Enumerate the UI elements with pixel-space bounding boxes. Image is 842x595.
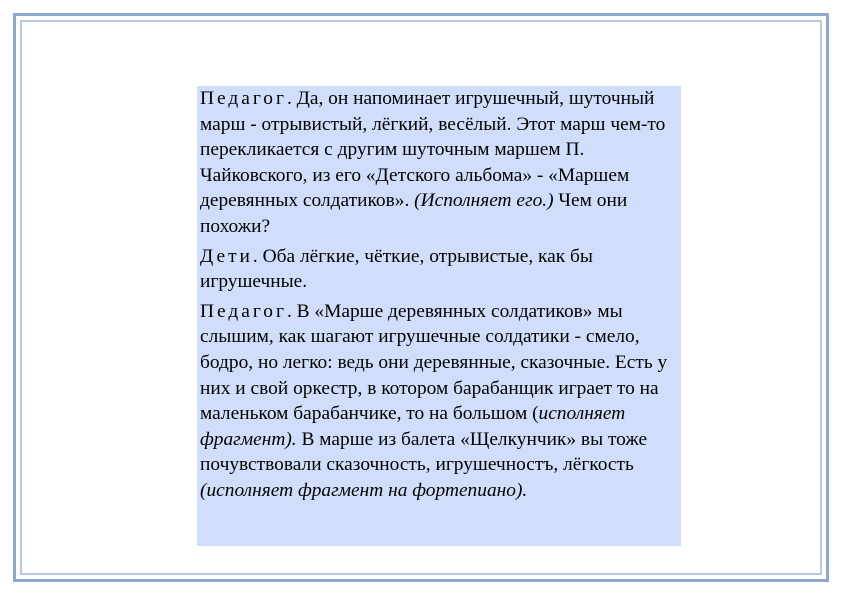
stage-direction: (исполняет фрагмент на фортепиано).: [200, 479, 528, 501]
paragraph-text: . В «Марше деревянных солдатиков» мы слышим, как шагают игрушечные солдатики - смело, бодро, но легко: ведь они деревянные, сказочные. Есть у них и свой оркестр, в котором барабанщик играет то на маленьком барабанчике, то на большом (: [200, 300, 668, 425]
dialogue-text-block: [197, 86, 681, 546]
paragraph-text: В марше из балета «Щелкунчик» вы тоже почувствовали сказочность, игрушечностъ, лёгкость: [200, 428, 648, 476]
speaker-name: Педагог: [200, 88, 287, 109]
speaker-name: Дети: [200, 245, 253, 267]
paragraph-text: Чем они похожи?: [200, 190, 628, 237]
dialogue-paragraph-1: [200, 86, 678, 240]
paragraph-text: . Оба лёгкие, чёткие, отрывистые, как бы игрушечные.: [200, 245, 593, 293]
stage-direction: исполняет фрагмент).: [200, 403, 626, 450]
dialogue-paragraph-2: [200, 244, 678, 295]
stage-direction: (Исполняет его.): [414, 190, 554, 212]
dialogue-paragraph-3: [200, 299, 678, 504]
paragraph-text: . Да, он напоминает игрушечный, шуточный марш - отрывистый, лёгкий, весёлый. Этот марш чем-то перекликается с другим шуточным маршем П. Чайковского, из его «Детского альбома» - «Маршем деревянных солдатиков».: [200, 88, 666, 212]
speaker-name: Педагог: [200, 300, 287, 322]
